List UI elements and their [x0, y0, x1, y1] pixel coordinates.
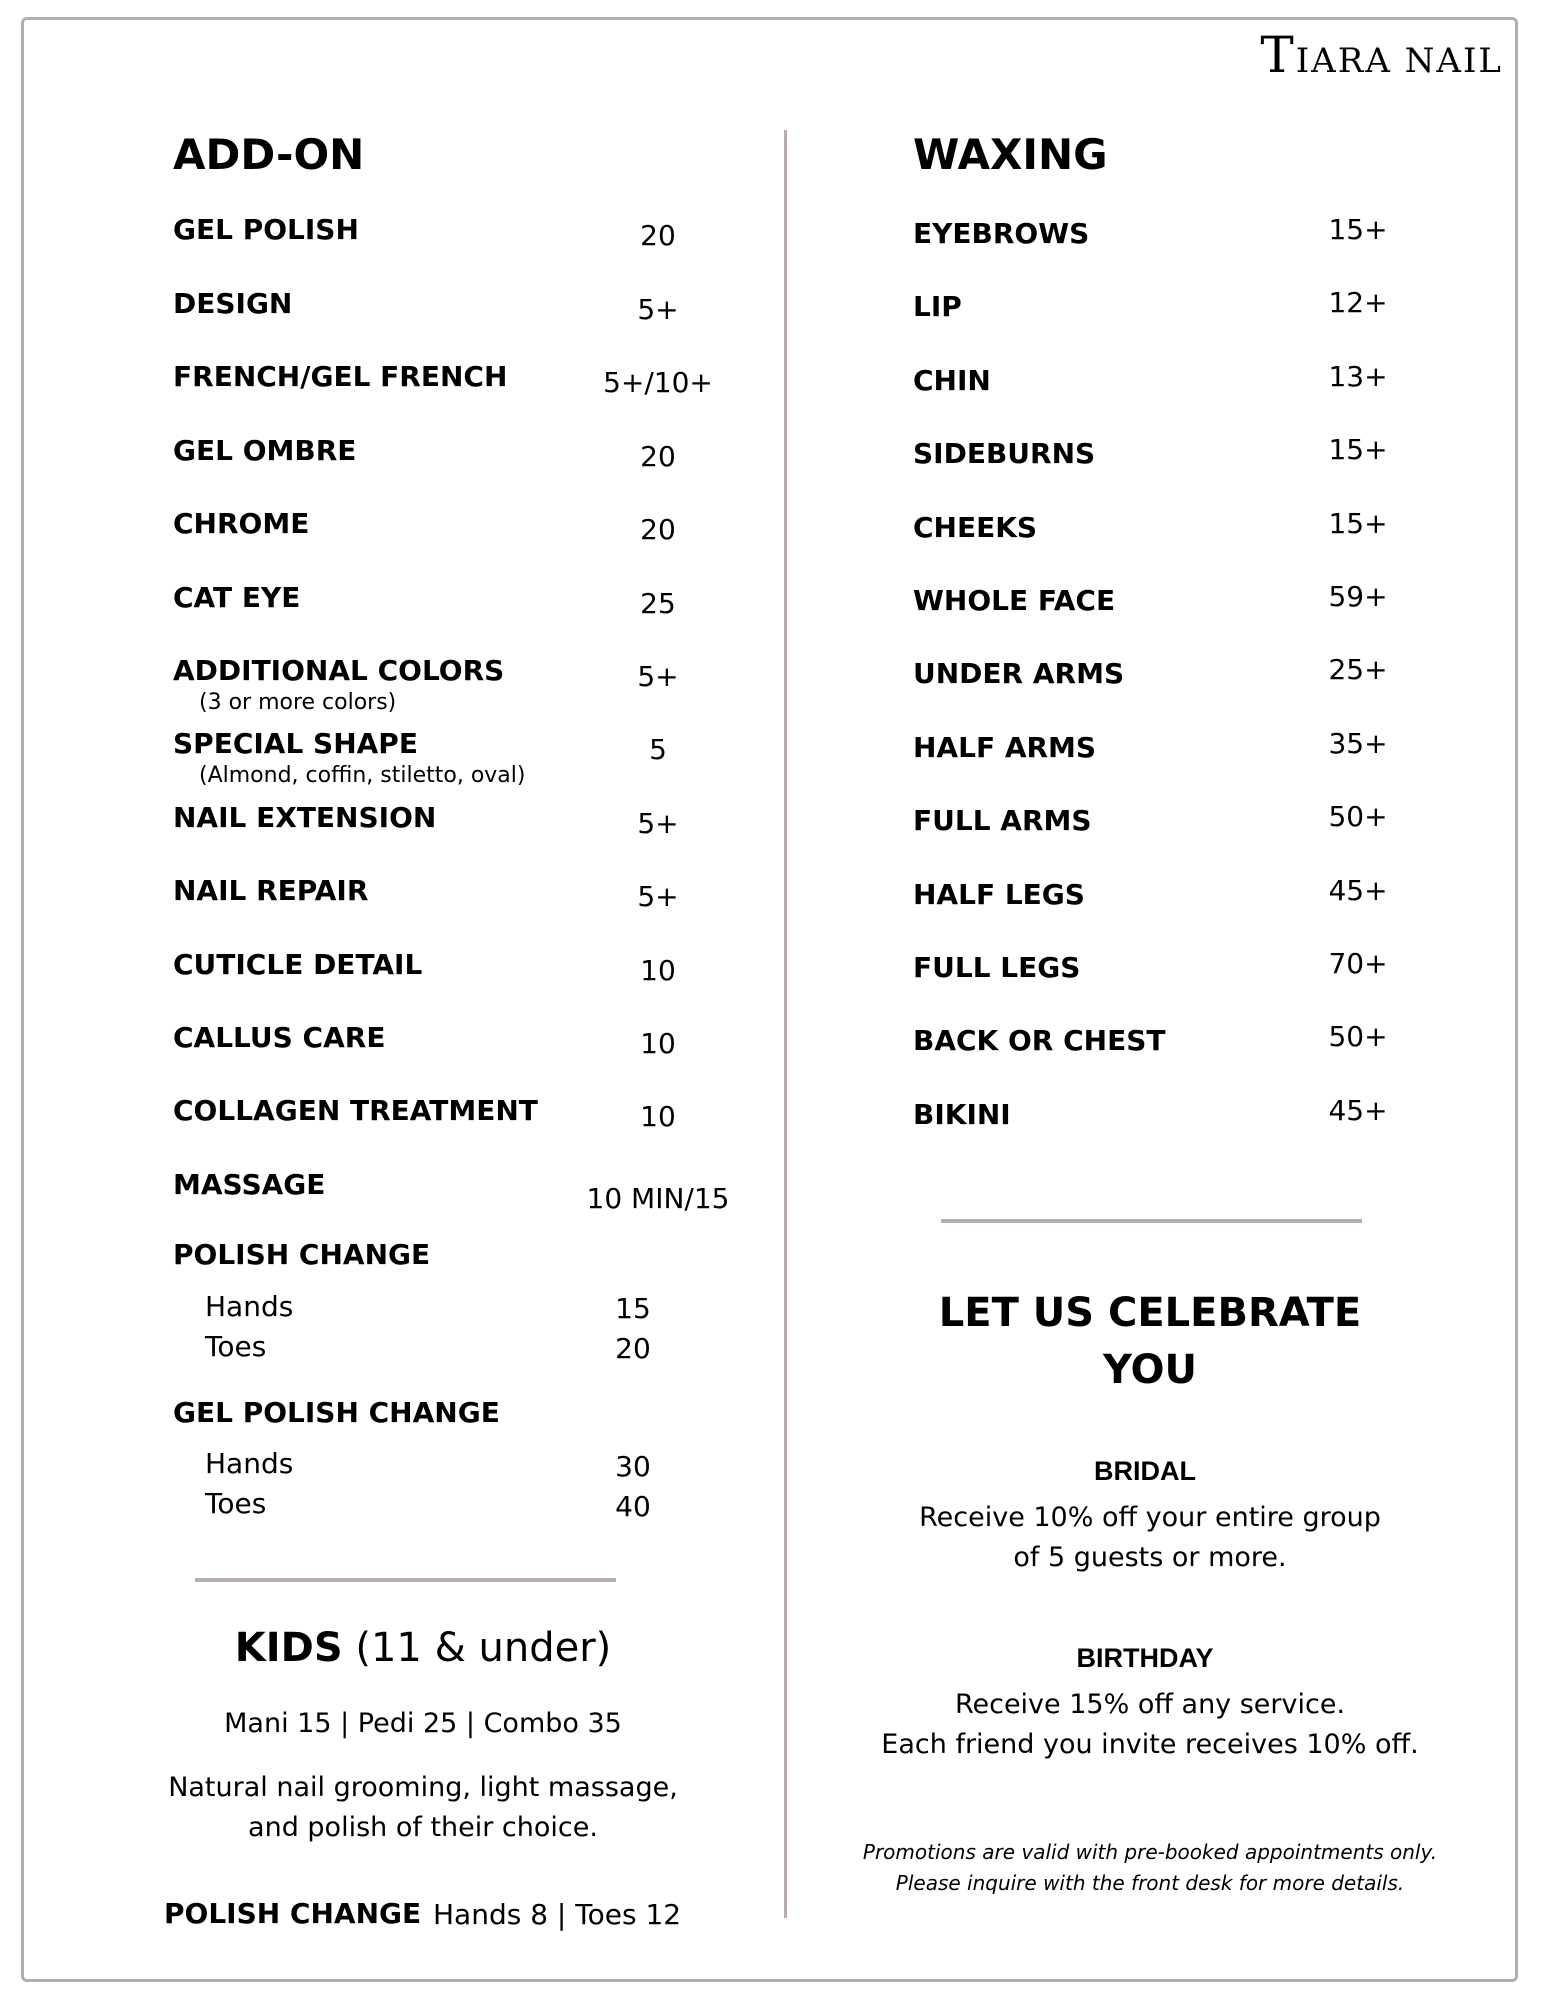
kids-polish-change-label: POLISH CHANGE: [164, 1897, 422, 1930]
addon-item-name: CAT EYE: [173, 581, 301, 614]
birthday-line1: Receive 15% off any service.: [954, 1689, 1346, 1720]
addon-item-price: 20: [640, 513, 676, 546]
waxing-item-price: 50+: [1328, 800, 1388, 834]
addon-item-name: ADDITIONAL COLORS: [173, 654, 505, 687]
waxing-item-price: 45+: [1328, 1093, 1388, 1127]
addon-item-name: GEL OMBRE: [173, 434, 357, 467]
addon-item-name: CALLUS CARE: [173, 1021, 386, 1054]
celebrate-title-line1: LET US CELEBRATE: [938, 1290, 1362, 1336]
addon-item-price: 10: [640, 1027, 676, 1060]
waxing-item-price: 35+: [1328, 726, 1388, 760]
kids-desc-line1: Natural nail grooming, light massage,: [168, 1772, 678, 1803]
waxing-item-name: UNDER ARMS: [913, 657, 1125, 691]
polish-change-toes-price: 20: [615, 1332, 651, 1365]
waxing-item-name: BIKINI: [913, 1097, 1011, 1131]
column-divider: [784, 130, 787, 1918]
promo-note-line2: Please inquire with the front desk for more details.: [895, 1871, 1405, 1895]
gel-polish-change-toes-label: Toes: [205, 1487, 267, 1520]
gel-polish-change-hands-price: 30: [615, 1450, 651, 1483]
polish-change-hands-price: 15: [615, 1292, 651, 1325]
gel-polish-change-hands-label: Hands: [205, 1447, 294, 1480]
waxing-item-name: HALF ARMS: [913, 730, 1097, 764]
bridal-line2: of 5 guests or more.: [1013, 1542, 1287, 1573]
waxing-item-price: 50+: [1328, 1020, 1388, 1054]
waxing-item-price: 15+: [1328, 213, 1388, 246]
gel-polish-change-heading: GEL POLISH CHANGE: [173, 1396, 500, 1429]
addon-item-price: 5+: [637, 660, 679, 693]
addon-item-name: CHROME: [173, 507, 310, 540]
waxing-item-price: 59+: [1328, 580, 1388, 613]
addon-item-name: SPECIAL SHAPE: [173, 727, 418, 760]
polish-change-toes-label: Toes: [205, 1330, 267, 1363]
addon-item-name: MASSAGE: [173, 1168, 326, 1201]
waxing-item-name: FULL LEGS: [913, 951, 1081, 984]
promo-note-line1: Promotions are valid with pre-booked appointments only.: [862, 1840, 1438, 1864]
kids-desc-line2: and polish of their choice.: [248, 1812, 598, 1843]
addon-item-price: 5+: [637, 293, 679, 326]
addon-item-price: 5+: [637, 880, 679, 913]
celebrate-divider: [941, 1219, 1362, 1223]
addon-item-price: 10: [640, 954, 676, 987]
addon-item-price: 10: [640, 1100, 676, 1133]
birthday-line2: Each friend you invite receives 10% off.: [881, 1729, 1419, 1760]
kids-polish-change-prices: Hands 8 | Toes 12: [433, 1898, 682, 1931]
addon-item-price: 20: [640, 219, 676, 252]
bridal-title: BRIDAL: [1094, 1456, 1196, 1486]
kids-age: (11 & under): [355, 1625, 612, 1671]
addon-item-name: DESIGN: [173, 287, 293, 320]
addon-item-price: 10 MIN/15: [586, 1182, 730, 1215]
waxing-item-price: 15+: [1328, 506, 1388, 540]
addon-item-note: (Almond, coffin, stiletto, oval): [199, 763, 526, 788]
addon-item-price: 25: [640, 587, 676, 620]
polish-change-hands-label: Hands: [205, 1290, 294, 1323]
waxing-item-name: FULL ARMS: [913, 804, 1092, 838]
gel-polish-change-toes-price: 40: [615, 1490, 651, 1523]
addon-item-price: 20: [640, 440, 676, 473]
addon-item-name: NAIL EXTENSION: [173, 801, 437, 834]
addon-item-name: GEL POLISH: [173, 213, 359, 246]
waxing-item-name: HALF LEGS: [913, 877, 1085, 911]
waxing-item-price: 45+: [1328, 873, 1388, 907]
kids-divider: [195, 1578, 616, 1582]
polish-change-heading: POLISH CHANGE: [173, 1238, 431, 1271]
waxing-item-price: 13+: [1328, 359, 1388, 393]
addon-item-price: 5: [649, 733, 667, 766]
kids-prices: Mani 15 | Pedi 25 | Combo 35: [224, 1708, 622, 1739]
kids-title: KIDS: [234, 1625, 343, 1671]
waxing-item-name: BACK OR CHEST: [913, 1024, 1166, 1058]
addon-item-name: NAIL REPAIR: [173, 874, 369, 907]
waxing-item-price: 25+: [1328, 653, 1388, 687]
birthday-title: BIRTHDAY: [1076, 1643, 1214, 1673]
waxing-item-name: WHOLE FACE: [913, 584, 1116, 617]
kids-heading: [173, 1625, 673, 1671]
bridal-line1: Receive 10% off your entire group: [919, 1502, 1381, 1533]
addon-item-name: COLLAGEN TREATMENT: [173, 1094, 538, 1127]
waxing-item-price: 70+: [1328, 947, 1388, 980]
waxing-item-name: CHEEKS: [913, 510, 1038, 544]
addon-heading: ADD-ON: [173, 130, 365, 179]
addon-item-name: FRENCH/GEL FRENCH: [173, 360, 508, 393]
celebrate-title-line2: YOU: [1102, 1347, 1198, 1393]
addon-item-name: CUTICLE DETAIL: [173, 948, 423, 981]
waxing-item-name: CHIN: [913, 363, 991, 397]
waxing-item-name: EYEBROWS: [913, 217, 1090, 250]
waxing-item-price: 15+: [1328, 433, 1388, 467]
waxing-item-name: SIDEBURNS: [913, 437, 1096, 471]
waxing-item-name: LIP: [913, 290, 962, 324]
addon-item-price: 5+: [637, 807, 679, 840]
waxing-heading: WAXING: [913, 130, 1108, 179]
waxing-item-price: 12+: [1328, 286, 1388, 320]
addon-item-price: 5+/10+: [603, 366, 713, 399]
addon-item-note: (3 or more colors): [199, 690, 397, 715]
brand-logo: TIARA NAIL: [1260, 26, 1503, 84]
